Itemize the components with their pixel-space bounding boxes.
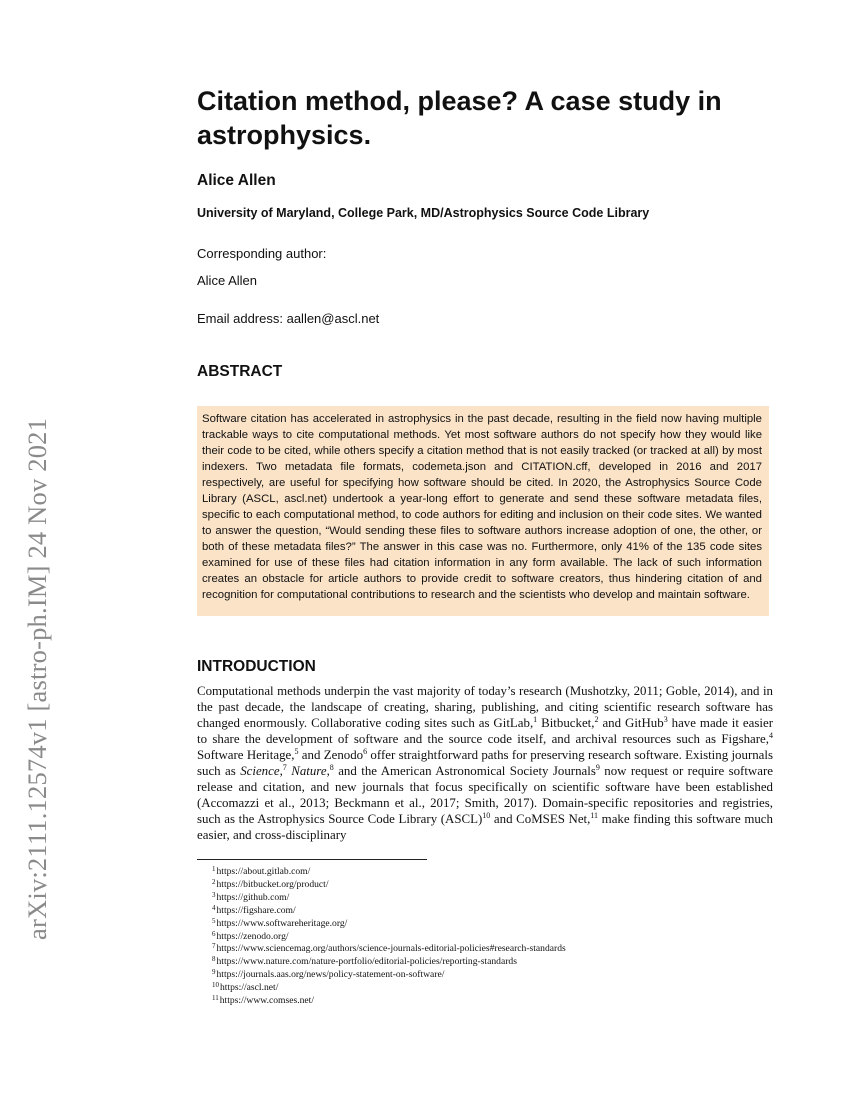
footnote-item [212,943,566,956]
footnote-item [212,892,566,905]
footnote-number: 10 [212,981,219,990]
footnote-marker: 5 [294,747,299,756]
intro-text: now request or require software release and citation, and new journals that focus specifically on scientific software have been established (Accomazzi et al., 2013; Beckmann et al., 2017; Smith, 2017). Domain-specific repositories and registries, such as the Astrophysics Source Code Library (ASCL) [197,764,773,826]
footnote-number: 6 [212,929,216,938]
journal-name-nature: Nature [291,764,327,778]
introduction-paragraph [197,683,773,843]
footnote-item [212,918,566,931]
intro-text: make finding this software much easier, and cross-disciplinary [197,812,773,842]
footnote-marker: 6 [363,747,368,756]
footnote-number: 7 [212,942,216,951]
intro-text: offer straightforward paths for preserving research software. Existing journals such as [197,748,774,778]
footnote-link[interactable]: https://www.comses.net/ [219,995,314,1007]
footnote-number: 5 [212,916,216,925]
intro-text: have made it easier to share the development of software and the source code itself, and archival resources such as Figshare, [197,716,773,746]
footnote-marker: 8 [329,763,334,772]
footnote-number: 3 [212,890,216,899]
footnote-link[interactable]: https://bitbucket.org/product/ [216,878,329,890]
intro-text: , [326,764,330,778]
footnote-link[interactable]: https://www.sciencemag.org/authors/science-journals-editorial-policies#research-standards [216,943,566,955]
footnote-divider [197,859,427,860]
footnote-item [212,866,566,879]
author-name: Alice Allen [197,172,276,189]
footnote-link[interactable]: https://journals.aas.org/news/policy-statement-on-software/ [216,969,445,981]
intro-text: Bitbucket, [537,716,595,730]
intro-text: and CoMSES Net, [490,812,591,826]
intro-text: and the American Astronomical Society Journals [333,764,596,778]
footnote-number: 4 [212,903,216,912]
footnote-item [212,879,566,892]
journal-name-science: Science [240,764,280,778]
footnote-marker: 1 [533,715,538,724]
footnote-marker: 11 [590,811,599,820]
footnote-item [212,905,566,918]
footnote-link[interactable]: https://about.gitlab.com/ [216,866,311,877]
footnote-item [212,995,566,1008]
intro-text: Software Heritage, [197,748,295,762]
footnote-marker: 4 [769,731,773,740]
abstract-heading: ABSTRACT [197,363,283,380]
footnote-number: 9 [212,968,216,977]
footnote-number: 1 [212,865,216,873]
footnote-link[interactable]: https://zenodo.org/ [216,930,289,942]
footnote-marker: 3 [663,715,668,724]
paper-title: Citation method, please? A case study in astrophysics. [197,86,722,150]
footnote-marker: 2 [594,715,599,724]
introduction-heading: INTRODUCTION [197,658,316,675]
footnote-number: 11 [212,994,219,1003]
intro-text: Computational methods underpin the vast majority of today’s research (Mushotzky, 2011; Goble, 2014), and in the past decade, the landscape of creating, sharing, publishing, and citing scientific research software has changed enormously. Collaborative coding sites such as GitLab, [197,684,773,730]
footnote-item [212,969,566,982]
footnote-link[interactable]: https://github.com/ [216,891,290,903]
footnote-marker: 9 [595,763,600,772]
author-affiliation: University of Maryland, College Park, MD/Astrophysics Source Code Library [197,206,650,220]
arxiv-identifier-stamp: arXiv:2111.12574v1 [astro-ph.IM] 24 Nov 2021 [22,417,52,940]
footnote-marker: 7 [282,763,287,772]
corresponding-author-label: Corresponding author: [197,246,327,261]
intro-text: , [279,764,283,778]
footnote-link[interactable]: https://www.nature.com/nature-portfolio/editorial-policies/reporting-standards [216,956,517,968]
intro-text: and Zenodo [298,748,364,762]
intro-text: and GitHub [598,716,664,730]
footnote-number: 2 [212,877,216,886]
footnote-item [212,982,566,995]
abstract-text: Software citation has accelerated in astrophysics in the past decade, resulting in the field now having multiple trackable ways to cite computational methods. Yet most software authors do not specify how they would like their code to be cited, while others specify a citation method that is not easily tracked (or tracked at all) by most indexers. Two metadata file formats, codemeta.json and CITATION.cff, developed in 2016 and 2017 respectively, are useful for specifying how software should be cited. In 2020, the Astrophysics Source Code Library (ASCL, ascl.net) undertook a year-long effort to generate and send these software metadata files, specific to each computational method, to code authors for editing and inclusion on their code sites. We wanted to answer the question, “Would sending these files to software authors increase adoption of one, the other, or both of these metadata files?” The answer in this case was no. Furthermore, only 41% of the 135 code sites examined for use of these files had citation information in any form available. The lack of such information creates an obstacle for article authors to provide credit to software creators, thus hindering citation of and recognition for computational contributions to research and the scientists who develop and maintain software. [197,406,769,616]
footnote-number: 8 [212,955,216,964]
corresponding-author-name: Alice Allen [197,273,257,288]
email-address: Email address: aallen@ascl.net [197,311,380,326]
footnote-link[interactable]: https://ascl.net/ [220,982,279,994]
footnote-link[interactable]: https://www.softwareheritage.org/ [216,917,348,929]
footnote-list [212,866,566,1008]
footnote-item [212,956,566,969]
footnote-link[interactable]: https://figshare.com/ [216,904,296,916]
footnote-item [212,931,566,944]
footnote-marker: 10 [482,811,491,820]
